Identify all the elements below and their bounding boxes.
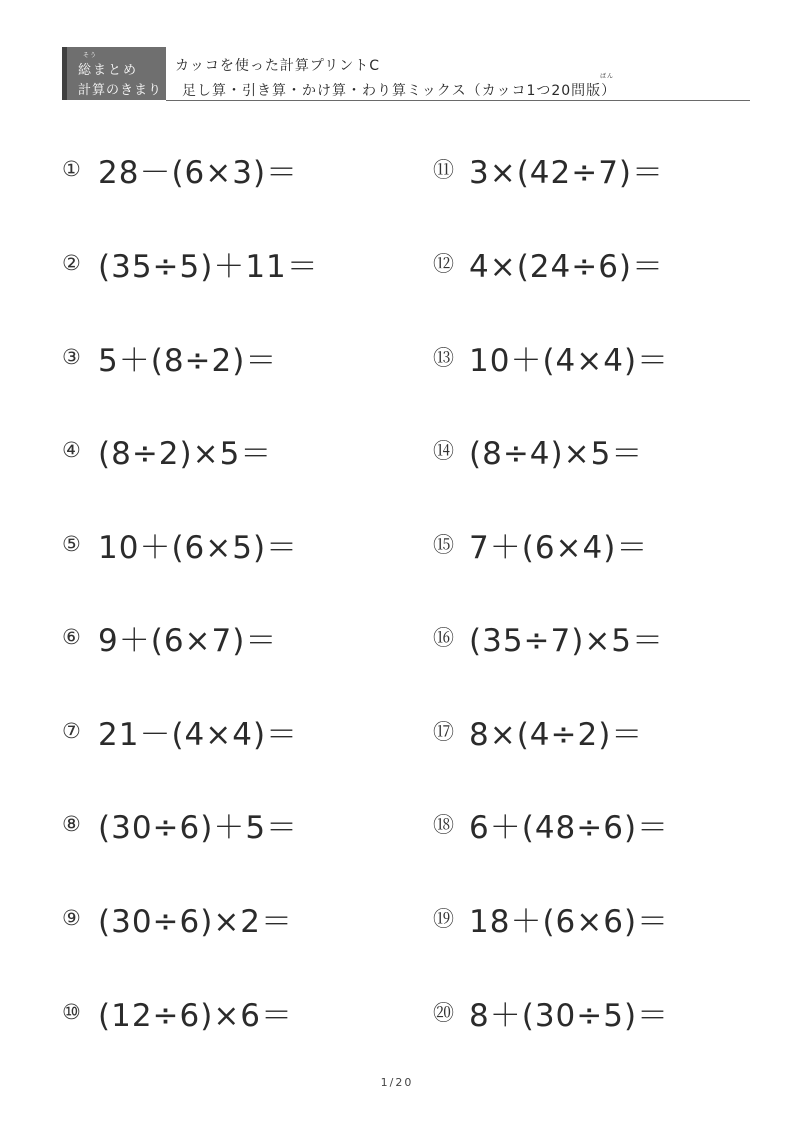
problem-expression: 8×(4÷2)＝ bbox=[469, 716, 644, 753]
problem-19 bbox=[433, 896, 669, 940]
problem-number: ① bbox=[62, 157, 81, 181]
category-label-top: 総まとめ bbox=[78, 63, 139, 78]
problem-expression: (30÷6)×2＝ bbox=[98, 903, 294, 940]
problem-number: ⑮ bbox=[433, 533, 454, 557]
problem-14 bbox=[433, 428, 643, 472]
problem-number: ⑨ bbox=[62, 906, 81, 930]
problem-20 bbox=[433, 990, 669, 1034]
problem-3 bbox=[62, 335, 277, 379]
problem-expression: 5＋(8÷2)＝ bbox=[98, 342, 278, 379]
problem-15 bbox=[433, 522, 648, 566]
problem-expression: (30÷6)＋5＝ bbox=[98, 809, 299, 846]
problem-number: ② bbox=[62, 251, 81, 275]
problem-number: ④ bbox=[62, 438, 81, 462]
page-number: 1/20 bbox=[380, 1076, 414, 1089]
problem-expression: (35÷5)＋11＝ bbox=[98, 248, 319, 285]
worksheet-header bbox=[62, 47, 750, 101]
category-label-box bbox=[62, 47, 166, 100]
subtitle-ruby: ばん bbox=[600, 73, 615, 80]
problem-number: ③ bbox=[62, 345, 81, 369]
problem-expression: (8÷2)×5＝ bbox=[98, 435, 273, 472]
category-ruby: そう bbox=[83, 52, 98, 59]
problem-number: ⑫ bbox=[433, 252, 454, 276]
problem-16 bbox=[433, 615, 664, 659]
problem-expression: 21－(4×4)＝ bbox=[98, 716, 299, 753]
problem-17 bbox=[433, 709, 643, 753]
problem-number: ⑭ bbox=[433, 439, 454, 463]
problem-expression: (35÷7)×5＝ bbox=[469, 622, 665, 659]
problem-7 bbox=[62, 709, 298, 753]
problem-9 bbox=[62, 896, 293, 940]
header-divider bbox=[166, 100, 750, 101]
problem-expression: 10＋(4×4)＝ bbox=[469, 342, 670, 379]
problem-expression: 7＋(6×4)＝ bbox=[469, 529, 649, 566]
problem-13 bbox=[433, 335, 669, 379]
problem-12 bbox=[433, 241, 664, 285]
problem-expression: 8＋(30÷5)＝ bbox=[469, 997, 670, 1034]
problem-expression: 4×(24÷6)＝ bbox=[469, 248, 665, 285]
problem-number: ⑪ bbox=[433, 158, 454, 182]
problem-number: ⑱ bbox=[433, 813, 454, 837]
problem-number: ⑥ bbox=[62, 625, 81, 649]
problem-expression: 10＋(6×5)＝ bbox=[98, 529, 299, 566]
problem-expression: 3×(42÷7)＝ bbox=[469, 154, 665, 191]
problem-8 bbox=[62, 802, 298, 846]
problem-expression: 9＋(6×7)＝ bbox=[98, 622, 278, 659]
worksheet-title: カッコを使った計算プリントC bbox=[175, 58, 381, 74]
problem-expression: 6＋(48÷6)＝ bbox=[469, 809, 670, 846]
problem-number: ⑳ bbox=[433, 1001, 454, 1025]
problem-number: ⑤ bbox=[62, 532, 81, 556]
category-label-bottom: 計算のきまり bbox=[78, 83, 163, 98]
problem-number: ⑲ bbox=[433, 907, 454, 931]
problem-expression: 18＋(6×6)＝ bbox=[469, 903, 670, 940]
problem-5 bbox=[62, 522, 298, 566]
problem-1 bbox=[62, 147, 298, 191]
problem-6 bbox=[62, 615, 277, 659]
problem-2 bbox=[62, 241, 319, 285]
problem-11 bbox=[433, 147, 664, 191]
problem-number: ⑰ bbox=[433, 720, 454, 744]
problem-18 bbox=[433, 802, 669, 846]
problem-4 bbox=[62, 428, 272, 472]
problem-number: ⑬ bbox=[433, 346, 454, 370]
problem-expression: 28－(6×3)＝ bbox=[98, 154, 299, 191]
worksheet-subtitle: 足し算・引き算・かけ算・わり算ミックス（カッコ1つ20問版） bbox=[182, 83, 617, 99]
problem-number: ⑦ bbox=[62, 719, 81, 743]
problem-number: ⑩ bbox=[62, 1000, 81, 1024]
problem-expression: (8÷4)×5＝ bbox=[469, 435, 644, 472]
problem-10 bbox=[62, 990, 293, 1034]
problem-number: ⑯ bbox=[433, 626, 454, 650]
problem-number: ⑧ bbox=[62, 812, 81, 836]
problem-expression: (12÷6)×6＝ bbox=[98, 997, 294, 1034]
